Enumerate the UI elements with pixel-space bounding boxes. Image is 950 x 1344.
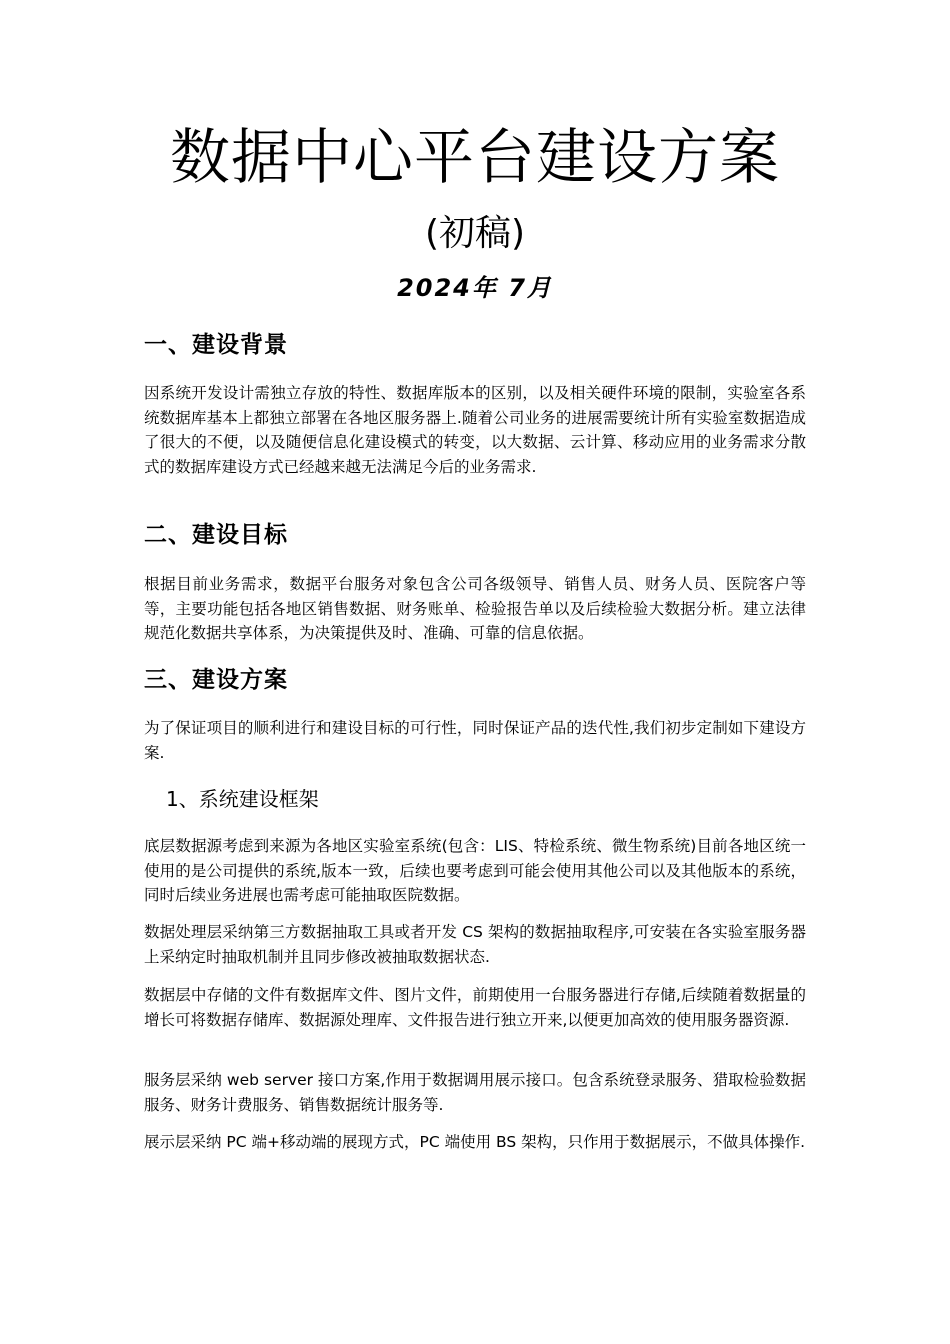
document-subtitle: (初稿) [424,213,526,254]
section-heading-plan: 三、建设方案 [144,667,288,693]
section-heading-goals: 二、建设目标 [144,522,288,548]
paragraph-data-source: 底层数据源考虑到来源为各地区实验室系统(包含：LIS、特检系统、微生物系统)目前各地区统一使用的是公司提供的系统,版本一致，后续也要考虑到可能会使用其他公司以及其他版本的系统，同时后续业务进展也需考虑可能抽取医院数据。 [144,837,806,904]
paragraph-background: 因系统开发设计需独立存放的特性、数据库版本的区别，以及相关硬件环境的限制，实验室各系统数据库基本上都独立部署在各地区服务器上.随着公司业务的进展需要统计所有实验室数据造成了很大的不便，以及随便信息化建设模式的转变，以大数据、云计算、移动应用的业务需求分散式的数据库建设方式已经越来越无法满足今后的业务需求. [144,384,806,476]
paragraph-presentation-layer: 展示层采纳 PC 端+移动端的展现方式，PC 端使用 BS 架构，只作用于数据展示，不做具体操作. [144,1133,806,1151]
document-title: 数据中心平台建设方案 [170,123,780,193]
document-date: 2024年 7月 [397,274,553,302]
paragraph-plan: 为了保证项目的顺利进行和建设目标的可行性，同时保证产品的迭代性,我们初步定制如下建设方案. [144,719,806,762]
paragraph-data-layer: 数据层中存储的文件有数据库文件、图片文件，前期使用一台服务器进行存储,后续随着数据量的增长可将数据存储库、数据源处理库、文件报告进行独立开来,以便更加高效的使用服务器资源. [144,986,806,1029]
section-heading-background: 一、建设背景 [144,332,288,358]
paragraph-data-processing: 数据处理层采纳第三方数据抽取工具或者开发 CS 架构的数据抽取程序,可安装在各实验室服务器上采纳定时抽取机制并且同步修改被抽取数据状态. [144,923,806,966]
paragraph-service-layer: 服务层采纳 web server 接口方案,作用于数据调用展示接口。包含系统登录服务、猎取检验数据服务、财务计费服务、销售数据统计服务等. [144,1071,806,1114]
subsection-heading-framework: 1、系统建设框架 [166,787,319,811]
paragraph-goals: 根据目前业务需求，数据平台服务对象包含公司各级领导、销售人员、财务人员、医院客户等等，主要功能包括各地区销售数据、财务账单、检验报告单以及后续检验大数据分析。建立法律规范化数据共享体系，为决策提供及时、准确、可靠的信息依据。 [144,575,806,642]
